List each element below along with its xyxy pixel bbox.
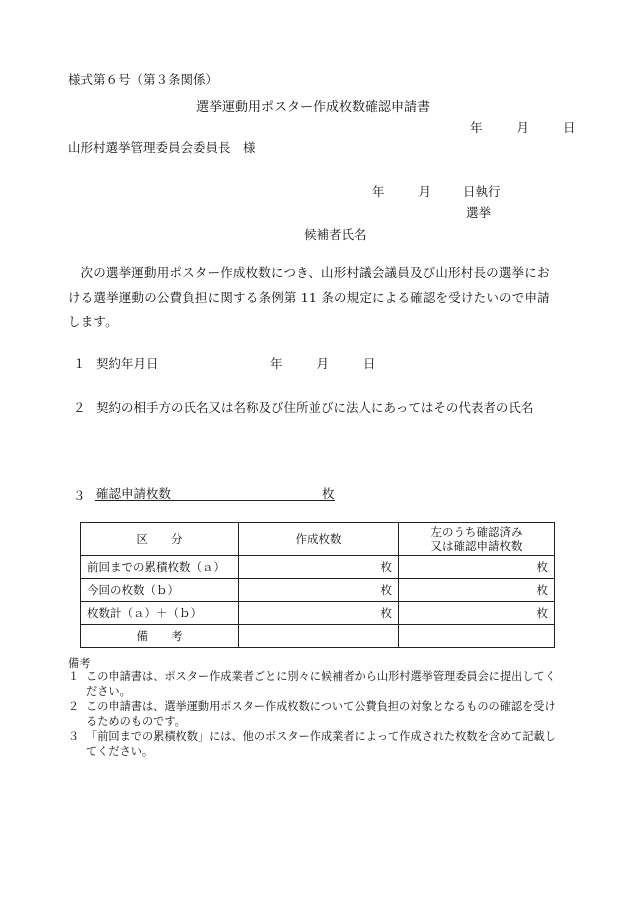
row-label: 今回の枚数（ｂ） xyxy=(81,579,239,602)
confirmed-count-cell[interactable]: 枚 xyxy=(399,579,555,602)
election-day-label: 日執行 xyxy=(462,184,501,199)
notes-heading: 備考 xyxy=(68,657,91,670)
note-number: １ xyxy=(68,670,80,683)
confirmed-count-cell[interactable]: 枚 xyxy=(399,602,555,625)
contract-year-label: 年 xyxy=(270,356,283,371)
created-count-cell[interactable]: 枚 xyxy=(239,556,399,579)
election-month-label: 月 xyxy=(418,184,431,199)
header-category: 区 分 xyxy=(81,523,239,556)
note-number: ２ xyxy=(68,700,80,713)
contract-month-label: 月 xyxy=(316,356,329,371)
document-title: 選挙運動用ポスター作成枚数確認申請書 xyxy=(196,100,431,115)
note-item xyxy=(68,730,566,759)
created-count-cell[interactable]: 枚 xyxy=(239,602,399,625)
form-reference: 様式第６号（第３条関係） xyxy=(68,72,219,87)
table-row xyxy=(81,556,555,579)
poster-count-table xyxy=(80,522,555,648)
item-3-unit: 枚 xyxy=(322,486,335,501)
note-item xyxy=(68,700,566,729)
created-count-cell[interactable]: 枚 xyxy=(239,579,399,602)
note-item xyxy=(68,670,566,699)
election-name-suffix: 選挙 xyxy=(466,205,492,220)
table-row-remarks xyxy=(81,625,555,648)
item-1-label: 契約年月日 xyxy=(96,356,159,371)
note-text: この申請書は、選挙運動用ポスター作成枚数について公費負担の対象となるものの確認を受けるためのものです。 xyxy=(86,700,556,728)
submission-date xyxy=(470,118,575,136)
election-year-label: 年 xyxy=(372,184,385,199)
remarks-cell[interactable] xyxy=(239,625,399,648)
row-label: 前回までの累積枚数（ａ） xyxy=(81,556,239,579)
table-header-row xyxy=(81,523,555,556)
confirmed-count-cell[interactable]: 枚 xyxy=(399,556,555,579)
request-paragraph: 次の選挙運動用ポスター作成枚数につき、山形村議会議員及び山形村長の選挙における選挙運動の公費負担に関する条例第 11 条の規定による確認を受けたいので申請します。 xyxy=(68,265,550,329)
contract-date xyxy=(270,354,375,372)
header-confirmed-line1: 左のうち確認済み xyxy=(430,525,523,539)
table-row xyxy=(81,579,555,602)
remarks-cell[interactable] xyxy=(399,625,555,648)
header-confirmed-count xyxy=(399,523,555,556)
row-label: 備 考 xyxy=(81,625,239,648)
election-date xyxy=(372,182,500,200)
header-created-count: 作成枚数 xyxy=(239,523,399,556)
note-text: この申請書は、ポスター作成業者ごとに別々に候補者から山形村選挙管理委員会に提出してください。 xyxy=(86,670,556,698)
item-2-label: 契約の相手方の氏名又は名称及び住所並びに法人にあってはその代表者の氏名 xyxy=(96,400,534,415)
note-number: ３ xyxy=(68,730,80,743)
addressee: 山形村選挙管理委員会委員長 様 xyxy=(68,140,256,155)
header-confirmed-line2: 又は確認申請枚数 xyxy=(430,539,523,553)
contract-day-label: 日 xyxy=(362,356,376,371)
candidate-name-label: 候補者氏名 xyxy=(304,227,367,242)
item-3-label: 確認申請枚数 xyxy=(96,486,172,501)
submission-day-label: 日 xyxy=(562,120,576,135)
table-row xyxy=(81,602,555,625)
item-1-number: １ xyxy=(73,356,86,371)
row-label: 枚数計（ａ）＋（ｂ） xyxy=(81,602,239,625)
note-text: 「前回までの累積枚数」には、他のポスター作成業者によって作成された枚数を含めて記載してください。 xyxy=(86,730,556,758)
submission-year-label: 年 xyxy=(470,120,483,135)
submission-month-label: 月 xyxy=(516,120,529,135)
item-2-number: ２ xyxy=(73,400,86,415)
item-3-number: ３ xyxy=(73,488,86,503)
